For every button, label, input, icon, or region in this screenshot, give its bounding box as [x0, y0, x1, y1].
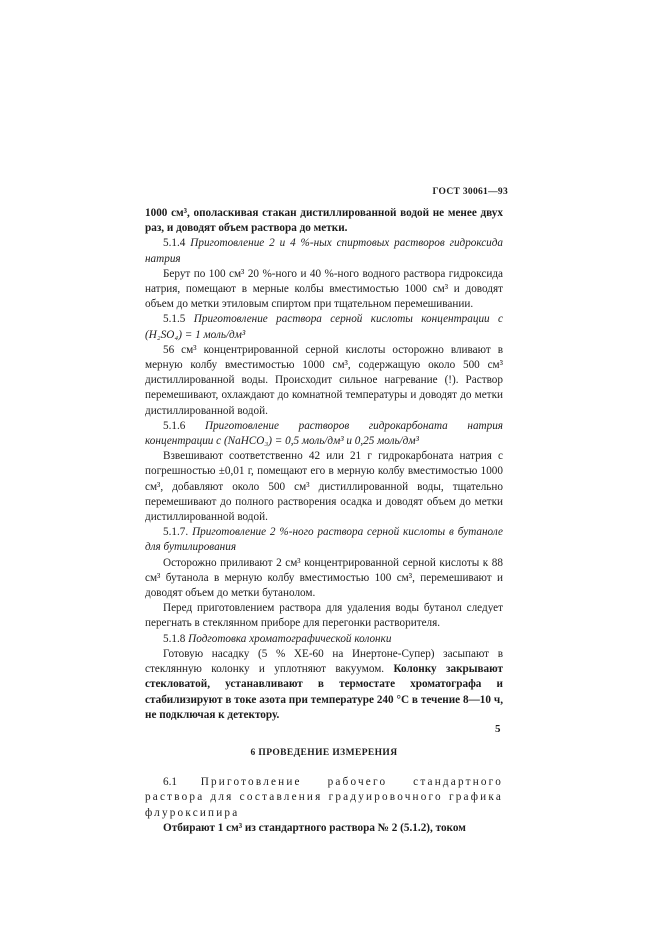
subsection-text: Готовую насадку (5 % ХЕ-60 на Инертоне-Супер) засыпают в стеклянную колонку и уплотняют вакуумом.	[145, 647, 503, 676]
subsection-5-1-7-heading	[145, 525, 503, 555]
subsection-title: Подготовка хроматографической колонки	[188, 632, 392, 645]
subsection-5-1-5-heading	[145, 312, 503, 342]
subsection-6-1-body: Отбирают 1 см³ из стандартного раствора № 2 (5.1.2), током	[163, 821, 466, 834]
subsection-5-1-8-body	[145, 647, 503, 723]
subsection-5-1-5-body: 56 см³ концентрированной серной кислоты осторожно вливают в мерную колбу вместимостью 1000 см³, содержащую около 500 см³ дистиллированной воды. Происходит сильное нагревание (!). Раствор перемешивают, охлаждают до комнатной температуры и доводят до метки дистиллированной водой.	[145, 343, 503, 417]
page-number: 5	[495, 723, 501, 735]
subsection-number: 5.1.7.	[163, 526, 189, 539]
subsection-5-1-7-note: Перед приготовлением раствора для удаления воды бутанол следует перегнать в стеклянном приборе для перегонки растворителя.	[145, 602, 503, 630]
subsection-number: 5.1.4	[163, 237, 186, 250]
subsection-text-bold: Колонку закрывают стекловатой, устанавливают в термостате хроматографа и стабилизируют в токе азота при температуре 240 °С в течение 8—10 ч, не подключая к детектору.	[145, 663, 503, 721]
subsection-title: Приготовление раствора серной кислоты концентрации с (H₂SO₄) = 1 моль/дм³	[145, 313, 504, 341]
subsection-6-1-heading	[145, 775, 503, 821]
subsection-number: 5.1.5	[163, 313, 186, 326]
subsection-number: 5.1.6	[163, 419, 186, 432]
subsection-5-1-4-heading	[145, 236, 503, 266]
section-6-title: 6 ПРОВЕДЕНИЕ ИЗМЕРЕНИЯ	[250, 747, 398, 758]
subsection-5-1-8-heading	[145, 632, 503, 647]
subsection-5-1-4-body: Берут по 100 см³ 20 %-ного и 40 %-ного водного раствора гидроксида натрия, помещают в мерные колбы вместимостью 1000 см³ и доводят объем до метки этиловым спиртом при тщательном перемешивании.	[145, 267, 503, 311]
subsection-5-1-7-body: Осторожно приливают 2 см³ концентрированной серной кислоты к 88 см³ бутанола в мерную колбу вместимостью 100 см³, перемешивают и доводят объем до метки бутанолом.	[145, 556, 503, 600]
document-code-header: ГОСТ 30061—93	[432, 187, 508, 197]
subsection-5-1-6-body: Взвешивают соответственно 42 или 21 г гидрокарбоната натрия с погрешностью ±0,01 г, помещают его в мерную колбу вместимостью 1000 см³, добавляют около 500 см³ дистиллированной воды, тщательно перемешивают до полного растворения осадка и доводят объем до метки дистиллированной водой.	[145, 450, 503, 524]
subsection-number: 5.1.8	[163, 632, 186, 645]
page-body	[145, 206, 503, 836]
subsection-number: 6.1	[163, 776, 177, 789]
subsection-title: Приготовление 2 %-ного раствора серной кислоты в бутаноле для бутилирования	[145, 526, 503, 554]
subsection-title: Приготовление 2 и 4 %-ных спиртовых растворов гидроксида натрия	[145, 237, 504, 265]
subsection-5-1-6-heading	[145, 419, 503, 449]
subsection-title: Приготовление растворов гидрокарбоната натрия концентрации с (NaHCO₃) = 0,5 моль/дм³ и 0,25 моль/дм³	[145, 419, 504, 448]
subsection-title: Приготовление рабочего стандартного раствора для составления градуировочного графика флуроксипира	[145, 776, 503, 819]
paragraph-continuation: 1000 см³, ополаскивая стакан дистиллированной водой не менее двух раз, и доводят объем раствора до метки.	[145, 207, 503, 235]
